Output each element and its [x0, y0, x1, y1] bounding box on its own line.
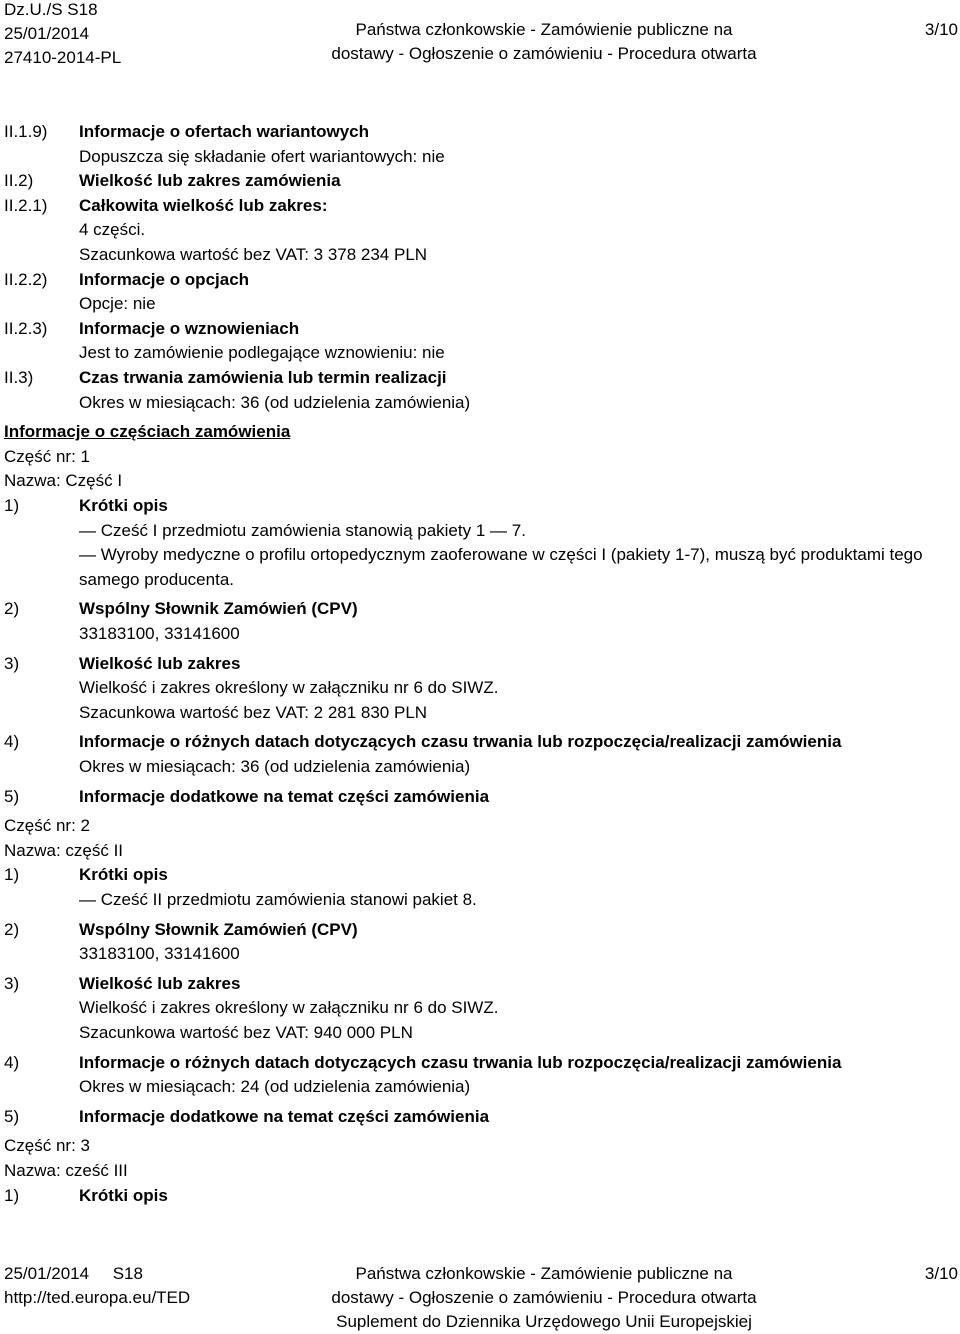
- footer-title-line1: Państwa członkowskie - Zamówienie publiczne na: [355, 1264, 733, 1283]
- header-title-line2: dostawy - Ogłoszenie o zamówieniu - Procedura otwarta: [331, 44, 757, 63]
- text-line: [0, 521, 960, 541]
- text-line: [0, 196, 960, 216]
- item-title: Informacje o różnych datach dotyczących czasu trwania lub rozpoczęcia/realizacji zamówienia: [79, 732, 842, 752]
- item-text: samego producenta.: [79, 569, 234, 589]
- header-ref: 27410-2014-PL: [4, 48, 122, 67]
- text-line: [0, 147, 960, 167]
- section-title: Czas trwania zamówienia lub termin realizacji: [79, 368, 447, 387]
- text-line: [0, 1186, 960, 1206]
- item-number: 1): [4, 1185, 20, 1205]
- text-line: [0, 787, 960, 807]
- footer-title-line2: dostawy - Ogłoszenie o zamówieniu - Procedura otwarta: [331, 1288, 757, 1307]
- text-line: [0, 974, 960, 994]
- item-title: Krótki opis: [79, 865, 168, 885]
- item-number: 4): [4, 1052, 20, 1072]
- page-footer: [4, 1264, 958, 1334]
- page-header: [4, 0, 958, 70]
- item-title: Krótki opis: [79, 496, 168, 515]
- header-journal: Dz.U./S S18: [4, 0, 98, 19]
- item-title: Wielkość lub zakres: [79, 973, 241, 993]
- text-line: [0, 471, 960, 491]
- footer-title-line3: Suplement do Dziennika Urzędowego Unii Europejskiej: [336, 1312, 752, 1331]
- text-line: [0, 171, 960, 191]
- text-line: [0, 270, 960, 290]
- text-line: [0, 998, 960, 1018]
- text-line: [0, 1053, 960, 1073]
- section-text: Jest to zamówienie podlegające wznowieniu: nie: [79, 343, 445, 363]
- item-text: — Wyroby medyczne o profilu ortopedycznym zaoferowane w części I (pakiety 1-7), muszą być produktami tego: [79, 545, 923, 565]
- text-line: [0, 1077, 960, 1097]
- text-line: [0, 393, 960, 413]
- section-title: Informacje o opcjach: [79, 269, 250, 289]
- item-title: Wielkość lub zakres: [79, 653, 241, 673]
- item-number: 5): [4, 786, 20, 806]
- section-text: 4 części.: [79, 220, 146, 240]
- item-title: Wspólny Słownik Zamówień (CPV): [79, 599, 358, 619]
- section-title: Wielkość lub zakres zamówienia: [79, 171, 341, 191]
- section-title: Informacje o ofertach wariantowych: [79, 122, 370, 141]
- item-number: 4): [4, 732, 20, 752]
- section-text: Okres w miesiącach: 36 (od udzielenia zamówienia): [79, 392, 471, 412]
- item-number: 1): [4, 865, 20, 885]
- item-number: 3): [4, 653, 20, 673]
- item-text: 33183100, 33141600: [79, 624, 240, 643]
- header-title: [294, 20, 794, 68]
- text-line: [0, 678, 960, 698]
- footer-title: [294, 1264, 794, 1334]
- text-line: [0, 422, 960, 442]
- item-text: Wielkość i zakres określony w załączniku nr 6 do SIWZ.: [79, 678, 499, 698]
- text-line: [0, 654, 960, 674]
- item-text: 33183100, 33141600: [79, 944, 240, 964]
- parts-heading: Informacje o częściach zamówienia: [4, 422, 291, 442]
- text-line: [0, 122, 960, 142]
- text-line: [0, 1023, 960, 1043]
- part-number: Część nr: 3: [4, 1136, 90, 1156]
- text-line: [0, 920, 960, 940]
- footer-journal: S18: [112, 1264, 143, 1283]
- item-text: Okres w miesiącach: 24 (od udzielenia zamówienia): [79, 1077, 471, 1097]
- item-text: — Cześć I przedmiotu zamówienia stanowią pakiety 1 — 7.: [79, 520, 526, 540]
- text-line: [0, 865, 960, 885]
- item-title: Informacje o różnych datach dotyczących czasu trwania lub rozpoczęcia/realizacji zamówienia: [79, 1052, 842, 1072]
- item-title: Informacje dodatkowe na temat części zamówienia: [79, 786, 490, 806]
- header-title-line1: Państwa członkowskie - Zamówienie publiczne na: [355, 20, 733, 39]
- section-number: II.2): [4, 171, 34, 191]
- section-text: Dopuszcza się składanie ofert wariantowych: nie: [79, 146, 445, 166]
- text-line: [0, 1161, 960, 1181]
- item-number: 2): [4, 919, 20, 939]
- text-line: [0, 841, 960, 861]
- item-title: Wspólny Słownik Zamówień (CPV): [79, 919, 358, 939]
- part-number: Część nr: 2: [4, 816, 90, 836]
- text-line: [0, 890, 960, 910]
- section-number: II.2.2): [4, 269, 48, 289]
- section-text: Szacunkowa wartość bez VAT: 3 378 234 PLN: [79, 245, 428, 264]
- section-number: II.2.1): [4, 195, 48, 215]
- item-text: Okres w miesiącach: 36 (od udzielenia zamówienia): [79, 757, 471, 776]
- text-line: [0, 816, 960, 836]
- footer-page-number: 3/10: [924, 1264, 958, 1283]
- section-number: II.3): [4, 368, 34, 387]
- item-number: 1): [4, 496, 20, 515]
- section-number: II.2.3): [4, 318, 48, 338]
- section-title: Całkowita wielkość lub zakres:: [79, 195, 328, 215]
- text-line: [0, 599, 960, 619]
- footer-left: [4, 1264, 191, 1312]
- part-name: Nazwa: Część I: [4, 471, 123, 491]
- header-page-number: 3/10: [924, 20, 958, 39]
- text-line: [0, 1136, 960, 1156]
- section-number: II.1.9): [4, 122, 48, 141]
- text-line: [0, 757, 960, 777]
- text-line: [0, 624, 960, 644]
- footer-date: 25/01/2014: [4, 1264, 90, 1283]
- item-title: Krótki opis: [79, 1185, 168, 1205]
- item-title: Informacje dodatkowe na temat części zamówienia: [79, 1106, 490, 1126]
- item-text: Wielkość i zakres określony w załączniku nr 6 do SIWZ.: [79, 998, 499, 1018]
- header-date: 25/01/2014: [4, 24, 90, 43]
- text-line: [0, 944, 960, 964]
- text-line: [0, 343, 960, 363]
- item-number: 5): [4, 1106, 20, 1126]
- section-title: Informacje o wznowieniach: [79, 318, 300, 338]
- text-line: [0, 496, 960, 516]
- section-text: Opcje: nie: [79, 294, 156, 314]
- header-left: [4, 0, 154, 72]
- text-line: [0, 368, 960, 388]
- part-name: Nazwa: część II: [4, 840, 124, 860]
- item-text: Szacunkowa wartość bez VAT: 940 000 PLN: [79, 1023, 413, 1042]
- text-line: [0, 1107, 960, 1127]
- text-line: [0, 447, 960, 467]
- part-name: Nazwa: cześć III: [4, 1161, 128, 1180]
- footer-date-journal: [4, 1264, 154, 1288]
- text-line: [0, 732, 960, 752]
- text-line: [0, 545, 960, 565]
- item-text: — Cześć II przedmiotu zamówienia stanowi pakiet 8.: [79, 890, 477, 909]
- item-text: Szacunkowa wartość bez VAT: 2 281 830 PLN: [79, 702, 428, 722]
- text-line: [0, 294, 960, 314]
- item-number: 3): [4, 973, 20, 993]
- text-line: [0, 319, 960, 339]
- text-line: [0, 220, 960, 240]
- footer-url[interactable]: http://ted.europa.eu/TED: [4, 1288, 191, 1307]
- text-line: [0, 245, 960, 265]
- item-number: 2): [4, 599, 20, 619]
- text-line: [0, 570, 960, 590]
- text-line: [0, 703, 960, 723]
- part-number: Część nr: 1: [4, 446, 90, 466]
